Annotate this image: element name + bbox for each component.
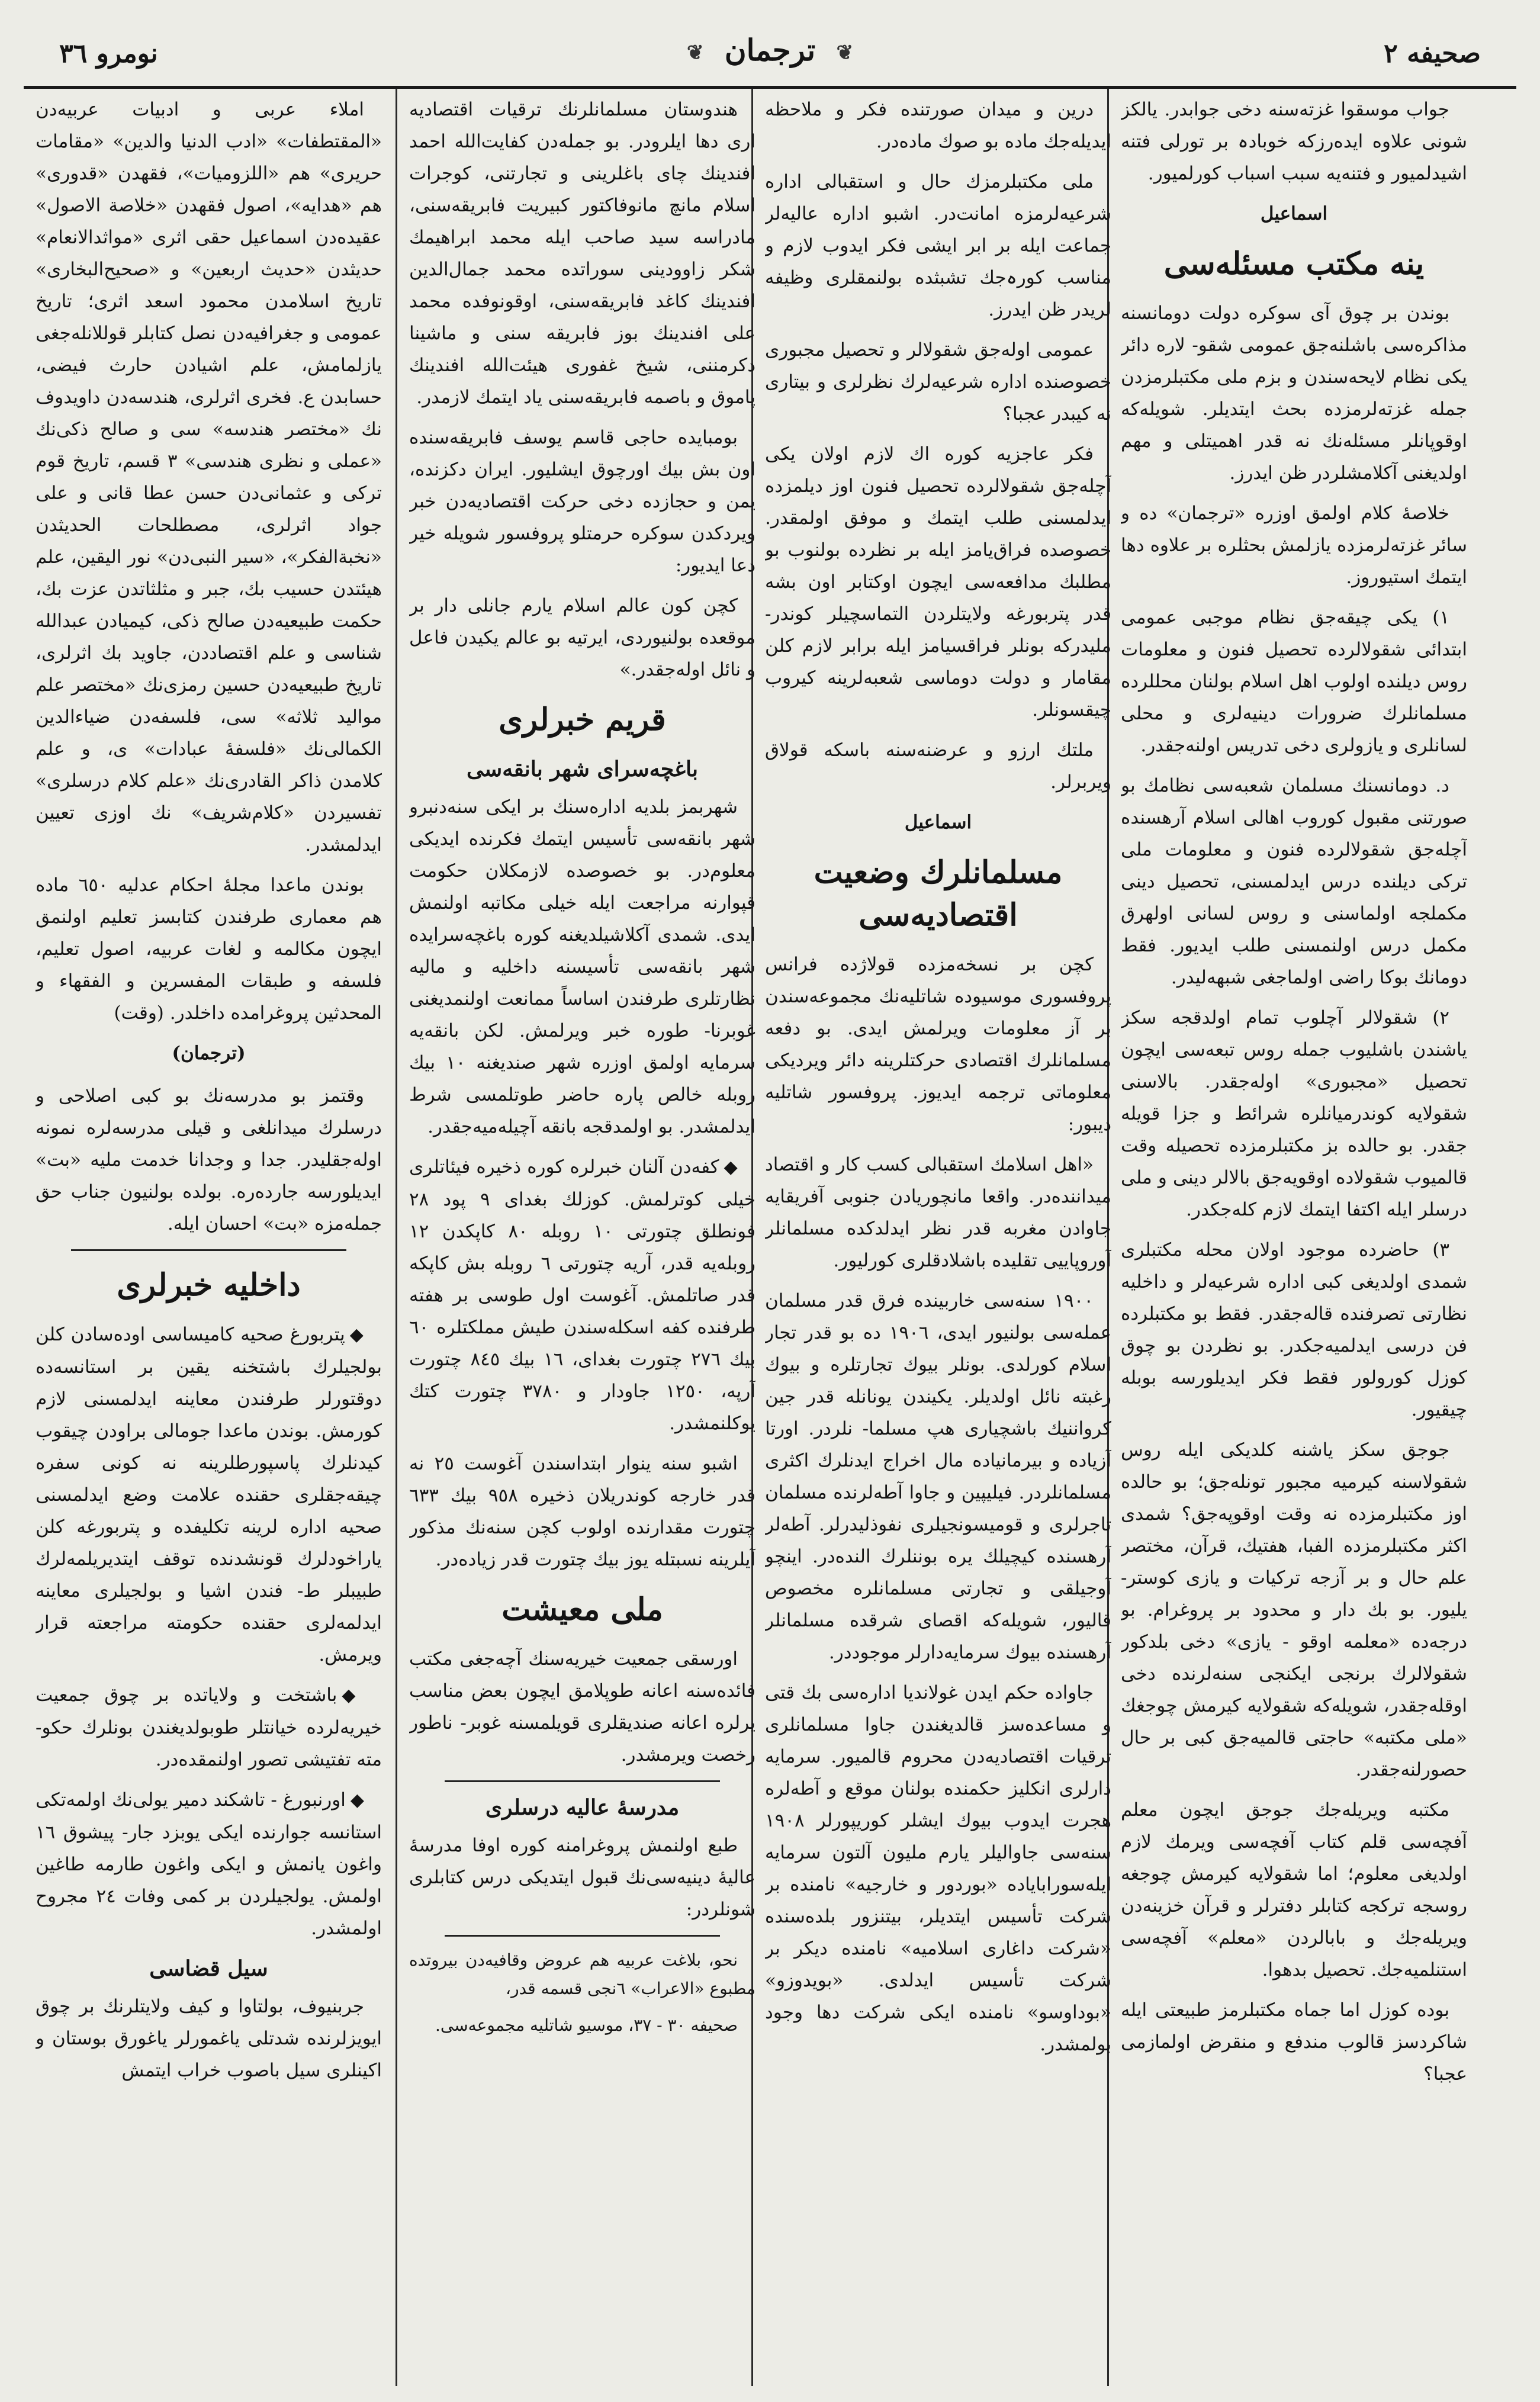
- article-subheading: مدرسهٔ عالیه درسلری: [485, 1795, 680, 1820]
- paragraph: ١٩٠٠ سنه‌سی خاربینده فرق قدر مسلمان عمله‌سی بولنیور ایدی، ١٩٠٦ ده بو قدر تجار اسلام کورلدی. بونلر بیوك تجارتلره و بیوك رغبته نائل اولدیلر. یکیندن یونانله قدر جین کرواننیك باشچیاری هپ مسلما- نلردر. اورتا آزیاده و بیرمانیاده مال اخراج ایدنلرك اکثری مسلمانلردر. فیلیپین و جاوا آطه‌لرنده مسلمان تاجرلری و قومیسونجیلری نفوذلیدرلر. آطه‌لر آرهسنده کیچیلك یره بوننلرك النده‌در. اینچو آوجیلقی و تجارتی مسلمانلره مخصوص قالیور، شویله‌که اقصای شرقده مسلمانلر آرهسنده بیوك سرمایه‌دارلر موجوددر.: [765, 1290, 1111, 1663]
- paragraph-text: کفه‌دن آلنان خبرلره کوره ذخیره فیئاتلری خیلی کوترلمش. کوزلك بغدای ٩ پود ٢٨ فونطلق چتورتی ١٠ روبله ٨٠ کاپکدن ١٢ روبله‌یه قدر، آریه چتورتی ٦ روبله بش کاپکه قدر صاتلمش. آغوست اول طوسی بر هفته طرفنده کفه اسکله‌سندن طیش مملکتلره ٦٠ بیك ٢٧٦ چتورت بغدای، ١٦ بیك ٨٤٥ چتورت آرپه، ١٢٥٠ جاودار و ٣٧٨٠ چتورت کتك یوکلنمشدر.: [409, 1156, 755, 1434]
- paragraph: اورسقی جمعیت خیریه‌سنك آچه‌جغی مکتب فائده‌سنه اعانه طوپلامق ایچون بعض مناسب یرلره اعانه صندیقلری قویلمسنه غوبر- ناطور رخصت ویرمشدر.: [409, 1648, 755, 1766]
- paragraph: ١) یکی چیقه‌جق نظام موجبی عمومی ابتدائی شقولالرده تحصیل فنون و معلومات روس دیلنده اولوب اهل اسلام بولنان محللرده مسلمانلرك ضرورات دینیه‌لری و محلی لسانلری و یازولری دخی تدریس اولنه‌جقدر.: [1121, 607, 1467, 756]
- footnote: صحیفه ٣٠ - ٣٧، موسیو شاتلیه مجموعه‌سی.: [435, 2015, 738, 2035]
- paragraph: کچن کون عالم اسلام یارم جانلی دار بر موقعده بولنیوردی، ایرتیه بو عالم یکیدن فاعل و نائل اوله‌جقدر.»: [409, 595, 755, 680]
- paragraph: [409, 1151, 755, 1439]
- paragraph: خلاصهٔ کلام اولمق اوزره «ترجمان» ده و سائر غزته‌لرمزده یازلمش بحثلره بر علاوه دها ایتمك استیوروز.: [1121, 503, 1467, 588]
- section-rule: [71, 1249, 346, 1251]
- paragraph: جواب موسقوا غزته‌سنه دخی جوابدر. یالکز شونی علاوه ایده‌رزکه خوبادہ بر تورلی فتنه اشیدلمیور و فتنه‌یه سبب اسباب کورلمیور.: [1121, 99, 1467, 184]
- paragraph: شهربمز بلدیه اداره‌سنك بر ایکی سنه‌دنبرو شهر بانقه‌سی تأسیس ایتمك فکرنده ایدیکی معلوم‌در. بو خصوصده لازمکلان حکومت قپوارنه مراجعت ایله خیلی مکاتبه اولنمش ایدی. شمدی آکلاشیلدیغنه کوره باغچه‌سرایده شهر بانقه‌سی تأسیسنه داخلیه و مالیه نظارتلری طرفندن اساساً ممانعت اولنمدیغنی غوبرنا- طوره خبر ویرلمش. لکن بانقه‌یه سرمایه اولمق اوزره شهر صندیغنه ١٠ بیك روبله خالص پاره حاضر طوتلمسی شرط ایدلمشدر. بو اولمدقجه بانقه آچیله‌میه‌جقدر.: [409, 796, 755, 1137]
- paragraph: طبع اولنمش پروغرامنه کوره اوفا مدرسهٔ عالیهٔ دینیه‌سی‌نك قبول ایتدیکی درس کتابلری شونلردر:: [409, 1835, 755, 1920]
- masthead: [24, 33, 1516, 86]
- issue-number: نومرو ٣٦: [59, 38, 158, 69]
- author-signature: اسماعیل: [1260, 203, 1328, 224]
- article-heading: قریم خبرلری: [499, 702, 666, 738]
- article-subheading: سیل قضاسی: [149, 1956, 268, 1981]
- source-signature: (ترجمان): [172, 1043, 246, 1064]
- paragraph: بوده کوزل اما جماه مکتبلرمز طبیعتی ایله شاکردسز قالوب مندفع و منقرض اولمازمی عجبا؟: [1121, 1999, 1467, 2085]
- paragraph: [36, 1679, 382, 1776]
- article-heading: داخلیه خبرلری: [117, 1267, 301, 1303]
- paragraph: بوندن ماعدا مجلهٔ احکام عدلیه ٦٥٠ ماده هم معماری طرفندن کتابسز تعلیم اولنمق ایچون مکالمه و لغات عربیه، اصول تعلیم، فلسفه و طبقات المفسرین و الفقهاء و المحدثین پروغرامده داخلدر. (وقت): [36, 874, 382, 1024]
- paragraph: جوجق سکز یاشنه کلدیکی ایله روس شقولاسنه کیرمیه مجبور تونله‌جق؛ بو حالده اوز مکتبلرمزده نه وقت اوقوپه‌جق؟ شمدی اکثر مکتبلرمزده الفبا، هفتیك، قرآن، مختصر علم حال و بر آزجه ترکیات و یازی کوستر- یلیور. بو بك دار و محدود بر پروغرام. بو درجه‌ده «معلمه اوقو - یازی» دخی بلدکور شقولالرك برنجی ایکنجی سنه‌لرنده دخی اوقله‌جقدر، شویله‌که شقولایه کیرمش چوجغك «ملی مکتبه» حاجتی قالمیه‌جق کبی بر حال حصورلنه‌جقدر.: [1121, 1439, 1467, 1780]
- diamond-bullet-icon: ◆: [724, 1157, 738, 1178]
- paragraph: عمومی اوله‌جق شقولالر و تحصیل مجبوری خصوصنده اداره شرعیه‌لرك نظرلری و بیتاری نه کیبدر عجبا؟: [765, 339, 1111, 425]
- section-rule: [445, 1780, 720, 1782]
- footnote: نحو، بلاغت عربیه هم عروض وقافیه‌دن بیروتده مطبوع «الاعراب» ٦نجی قسمه قدر،: [409, 1950, 755, 1998]
- article-subheading: باغچه‌سرای شهر بانقه‌سی: [467, 757, 698, 782]
- paragraph: املاء عربی و ادبیات عربیه‌دن «المقتطفات» «ادب الدنیا والدین» «مقامات حریری» هم «اللزومیات»، فقهدن «قدوری» هم «هدایه»، اصول فقهدن «خلاصة الاصول» عقیده‌دن اسماعیل حقی اثری «مواثد‌الانعام» حدیثدن «حدیث اربعین» و «صحیح‌البخاری» تاریخ اسلامدن محمود اسعد اثری؛ تاریخ عمومی و جغرافیه‌دن نصل کتابلر قوللانله‌جغی یازلمامش، علم اشیادن حارث فیضی، حسابدن ع. فخری اثرلری، هندسه‌دن داویدوف نك «مختصر هندسه» سی و صالح ذکی‌نك «عملی و نظری هندسی» ٣ قسم، تاریخ قوم ترکی و عثمانی‌دن حسن عطا قانی و علی جواد اثرلری، مصطلحات الحدیثدن «نخبة‌الفکر»، «سیر النبی‌دن» نور الیقین، علم هیئتدن حسیب بك، جبر و مثلثاتدن عزت بك، حکمت طبیعیه‌دن صالح ذکی، کیمیادن عبدالله شناسی و علم اقتصاددن، جاوید بك اثرلری، تاریخ طبیعیه‌دن حسین رمزی‌نك «مختصر علم موالید ثلاثه» سی، فلسفه‌دن ضیاءالدین الکمالی‌نك «فلسفهٔ عبادات» ی، و علم کلامدن ذاکر القادری‌نك «علم کلام درسلری» تفسیردن «کلام‌شریف» نك اوزی تعیین ایدلمشدر.: [36, 99, 382, 856]
- column-2: [765, 94, 1111, 2385]
- paragraph: [36, 1319, 382, 1671]
- column-1: [1121, 94, 1467, 2385]
- header-rule: [24, 86, 1516, 89]
- paragraph: [36, 1784, 382, 1944]
- article-heading: ملی معیشت: [501, 1591, 663, 1628]
- diamond-bullet-icon: ◆: [342, 1685, 364, 1706]
- ornament-icon: ❦: [686, 41, 704, 65]
- paragraph: «اهل اسلامك استقبالی کسب کار و اقتصاد میداننده‌در. واقعا مانچوریادن جنوبی آفریقایه جاوادن مغربه قدر نظر ایدلدکده مسلمانلر آوروپاییی تقلیده باشلادقلری کورلیور.: [765, 1154, 1111, 1271]
- diamond-bullet-icon: ◆: [349, 1324, 364, 1345]
- column-4: [36, 94, 382, 2385]
- paragraph: ملی مکتبلرمزك حال و استقبالی اداره شرعیه‌لرمزه امانت‌در. اشبو اداره عالیه‌لر جماعت ایله بر ابر ایشی فکر ایدوب لازم و مناسب کورہ‌جك تشبثده بولنمقلری وظیفه لریدر ظن ایدرز.: [765, 171, 1111, 320]
- ornament-icon: ❦: [836, 41, 854, 65]
- article-heading: مسلمانلرك وضعیت اقتصادیه‌سی: [814, 854, 1063, 933]
- paragraph: ٢) شقولالر آچلوب تمام اولدقجه سکز یاشندن باشلیوب جمله روس تبعه‌سی ایچون تحصیل «مجبوری» اوله‌جقدر. بالاسنی شقولایه کوندرمیانلره شرائط و جزا قویله جقدر. بو حالده بز مکتبلرمزده تحصیله وقت قالمیوب شقولاده اوقویه‌جق بالالر دینی و ملی درسلر ایله اکتفا ایتمك لازم کله‌جکدر.: [1121, 1007, 1467, 1220]
- paragraph-text: پتربورغ صحیه کامیساسی اوده‌سادن کلن بولجیلرك باشتخنه یقین بر استانسه‌ده دوقتورلر طرفندن معاینه ایدلمسنی لازم کورمش. بوندن ماعدا جومالی براودن چیقوب کیدنلرك پاسپورطلرینه نه کونی سفره چیقه‌جقلری حقنده علامت وضع ایدلمسنی صحیه اداره لرینه تکلیفده و پتربورغه کلن یاراخودلرك قونشدنده توقف ایتدیریلمه‌لرك طبیبلر ط- فندن اشیا و بولجیلری معاینه ایدلمه‌لری حقنده حکومته مراجعته قرار ویرمش.: [36, 1324, 382, 1665]
- paragraph: درین و میدان صورتنده فکر و ملاحظه ایدیله‌جك ماده بو صوك ماده‌در.: [765, 99, 1111, 152]
- newspaper-title: [676, 33, 864, 67]
- paragraph: کچن بر نسخه‌مزده قولاژده فرانس پروفسوری موسیوده شاتلیه‌نك مجموعه‌سندن بر آز معلومات ویرلمش ایدی. بو دفعه مسلمانلرك اقتصادی حرکتلرینه دائر ویردیکی معلوماتی ترجمه ایدیوز. پروفسور شاتلیه دیبور:: [765, 954, 1111, 1135]
- paragraph: ٣) حاضرده موجود اولان محله مکتبلری شمدی اولدیغی کبی اداره شرعیه‌لر و داخلیه نظارتی تصرفنده قاله‌جقدر. فقط بو مکتبلرده فن درسی ایدلمیه‌جکدر. بو نظردن بو چوق کوزل کورولور فقط فکر ایدیلورسه بوبله چیقیور.: [1121, 1239, 1467, 1420]
- section-rule: [445, 1935, 720, 1937]
- diamond-bullet-icon: ◆: [350, 1790, 364, 1811]
- page-number: صحیفه ۲: [1384, 38, 1481, 69]
- paragraph: بومبایده حاجی قاسم یوسف فابریقه‌سنده اون بش بیك اورچوق ایشلیور. ایران دکزنده، یمن و حجازده دخی حرکت اقتصادیه‌دن خبر ویردکدن سوکره حرمتلو پروفسور شویله خیر دعا ایدیور:: [409, 427, 755, 576]
- author-signature: اسماعیل: [904, 812, 972, 833]
- paragraph-text: باشتخت و ولایاتده بر چوق جمعیت خیریه‌لرده خیانتلر طوبولدیغندن بونلرك حکو- مته تفتیشی تصور اولنمقده‌در.: [36, 1684, 382, 1770]
- newspaper-name: ترجمان: [724, 33, 816, 67]
- column-3: [409, 94, 755, 2385]
- paragraph: وقتمز بو مدرسه‌نك بو کبی اصلاحی و درسلرك میدانلغی و قیلی مدرسه‌لره نمونه اوله‌جقلیدر. جدا و وجدانا خدمت ملیه «بت» ایدیلورسه جارده‌ره. بولده بولنیون جناب حق جمله‌مزه «بت» احسان ایله.: [36, 1085, 382, 1234]
- paragraph: هندوستان مسلمانلرنك ترقیات اقتصادیه اری دها ایلرودر. بو جمله‌دن کفایت‌الله احمد افندینك چای باغلرینی و تجارتنی، کوجرات اسلام مانچ مانوفاکتور کبیریت فابریقه‌سنی، مادراسه سید صاحب ایله محمد ابراهیمك شکر زاوودینی سوراتده محمد جمال‌الدین افندینك کاغد فابریقه‌سنی، اوقونوفده محمد علی افندینك بوز فابریقه سنی و ماشینا دکرمننی، شیخ غفوری هیئت‌الله افندینك پاموق و باصمه فابریقه‌سنی یاد ایتمك لازمدر.: [409, 99, 755, 408]
- paragraph: ملتك ارزو و عرضنه‌سنه باسکه قولاق ویربرلر.: [765, 739, 1111, 793]
- column-divider: [396, 89, 397, 2386]
- paragraph: فکر عاجزیه کوره اك لازم اولان یکی آچله‌جق شقولالرده تحصیل فنون اوز دیلمزده ایدلمسنی طلب ایتمك و موفق اولمقدر. خصوصده فراق‌یامز ایله بر نظرده بولنوب بو مطلبك مدافعه‌سی ایچون اوکتابر اون بشه قدر پتربورغه ولایتلردن التماسچیلر کوندر- ملیدرکه بونلر فراقسیامز ایله برابر لازم کلن مقامار و دولت دوماسی شعبه‌لرینه کیروب چیقسونلر.: [765, 443, 1111, 721]
- paragraph: جاواده حکم ایدن غولاندیا اداره‌سی بك قتی و مساعده‌سز قالدیغندن جاوا مسلمانلری ترقیات اقتصادیه‌دن محروم قالمیور. سرمایه دارلری انکلیز حکمنده بولنان موقع و آطه‌لره هجرت ایدوب بیوك ایشلر کوریپورلر ١٩٠٨ سنه‌سی جاوالیلر یارم ملیون آلتون سرمایه ایله‌سورابایاده «بوردور و خارجیه» نامنده بر شرکت تأسیس ایتدیلر، بیتنزور بلده‌سنده «شرکت داغاری اسلامیه» نامنده دیکر بر شرکت تأسیس ایدلدی. «بویدوزو» «بوداوسو» نامنده ایکی شرکت دها وجود بولمشدر.: [765, 1682, 1111, 2055]
- paragraph: جربنیوف، بولتاوا و کیف ولایتلرنك بر چوق ایویزلرنده شدتلی یاغمورلر یاغورق بوستان و اکینلری سیل باصوب خراب ایتمش: [36, 1996, 382, 2081]
- paragraph: د. دومانسنك مسلمان شعبه‌سی نظامك بو صورتنی مقبول کوروب اهالی اسلام آرهسنده آچله‌جق شقولالرده فنون و معلومات ملی ترکی دیلنده درس ایدلمسنی، تحصیل دینی مکملجه اولماسنی و روس لسانی اولهرق مکمل درس اولنمسنی طلب ایدیور. فقط دومانك بوکا راضی اولماجغی شبهه‌لیدر.: [1121, 775, 1467, 988]
- paragraph: اشبو سنه ینوار ابتداسندن آغوست ٢٥ نه قدر خارجه کوندریلان ذخیره ٩٥٨ بیك ٦٣٣ چتورت مقدارنده اولوب کچن سنه‌نك مذکور آیلرینه نسبتله یوز بیك چتورت قدر زیاده‌در.: [409, 1453, 755, 1570]
- paragraph: مکتبه ویریله‌جك جوجق ایچون معلم آفچه‌سی قلم کتاب آفچه‌سی ویرمك لازم اولدیغی معلوم؛ اما شقولایه کیرمش چوجغه روسجه ترکجه کتابلر دفترلر و قرآن خزینه‌دن ویریله‌جك و بابالردن «معلم» آفچه‌سی استنلمیه‌جك. تحصیل بدهوا.: [1121, 1799, 1467, 1980]
- paragraph: بوندن بر چوق آی سوکره دولت دومانسنه مذاکره‌سی باشلنه‌جق عمومی شقو- لاره دائر یکی نظام لایحه‌سندن و بزم ملی مکتبلرمزدن جمله غزته‌لرمزده بحث ایتدیلر. شویله‌که اوقوپانلر مسئله‌نك نه قدر اهمیتلی و مهم اولدیغنی آکلامشلردر ظن ایدرز.: [1121, 303, 1467, 484]
- article-heading: ینه مکتب مسئله‌سی: [1163, 246, 1425, 282]
- paragraph-text: اورنبورغ - تاشکند دمیر یولی‌نك اولمه‌تکی استانسه جوارنده ایکی یوبزد جار- پیشوق ١٦ واغون یانمش و ایکی واغون طارمه طاغین اولمش. یولجیلردن بر کمی وفات ٢٤ مجروح اولمشدر.: [36, 1789, 382, 1939]
